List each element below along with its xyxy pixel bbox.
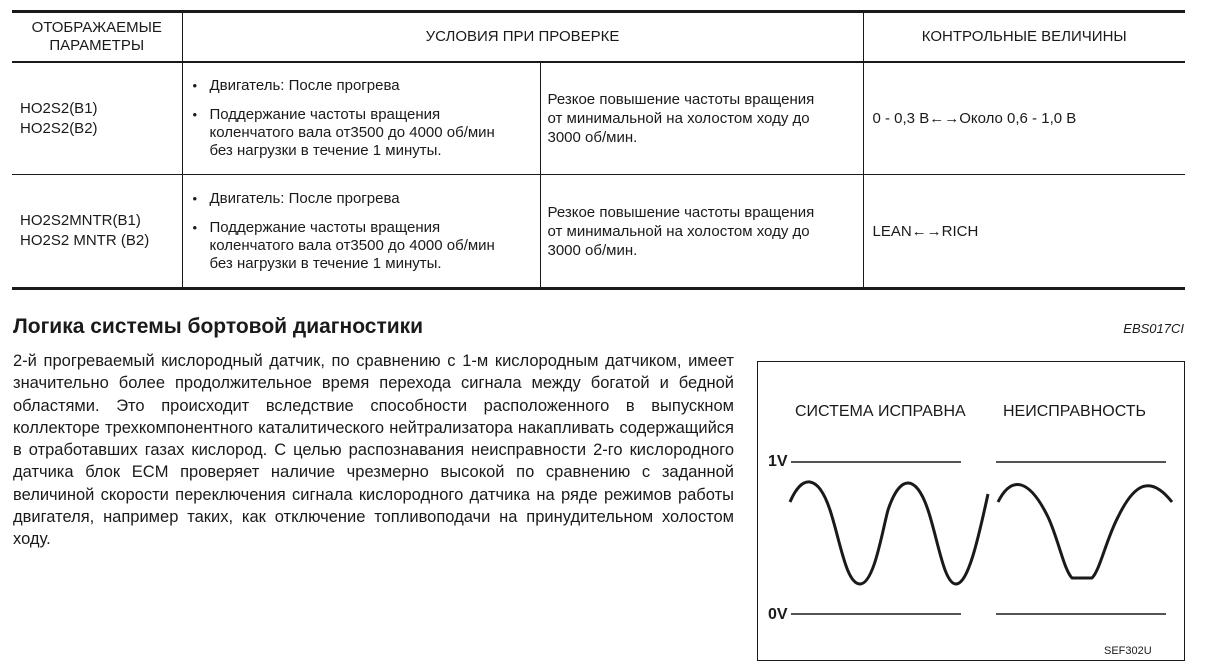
param-cell: HO2S2MNTR(B1) HO2S2 MNTR (B2) bbox=[12, 175, 182, 289]
list-item: • Двигатель: После прогрева bbox=[193, 190, 540, 208]
reference-value-cell: 0 - 0,3 В←→Около 0,6 - 1,0 В bbox=[863, 62, 1185, 175]
figure-code: SEF302U bbox=[1104, 645, 1152, 657]
faulty-signal-wave bbox=[998, 484, 1172, 578]
oxygen-sensor-signal-figure bbox=[757, 361, 1185, 661]
conditions-list bbox=[193, 77, 540, 160]
table-header-row bbox=[12, 12, 1185, 63]
label-system-ok: СИСТЕМА ИСПРАВНА bbox=[795, 403, 966, 420]
label-1v: 1V bbox=[768, 453, 788, 470]
list-item: • Двигатель: После прогрева bbox=[193, 77, 540, 95]
table-row bbox=[12, 175, 1185, 289]
param-cell: HO2S2(B1) HO2S2(B2) bbox=[12, 62, 182, 175]
header-displayed-parameters: ОТОБРАЖАЕМЫЕ ПАРАМЕТРЫ bbox=[12, 12, 182, 63]
label-malfunction: НЕИСПРАВНОСТЬ bbox=[1003, 403, 1147, 420]
signal-diagram bbox=[758, 362, 1186, 662]
section-title: Логика системы бортовой диагностики bbox=[13, 315, 424, 338]
table-row bbox=[12, 62, 1185, 175]
list-item: • Поддержание частоты вращения коленчатого вала от3500 до 4000 об/мин без нагрузки в течение 1 минуты. bbox=[193, 106, 540, 160]
section-body-text: 2-й прогреваемый кислородный датчик, по сравнению с 1-м кислородным датчиком, имеет значительно более продолжительное время перехода сигнала между богатой и бедной областями. Это происходит вследствие способности расположенного в выпускном коллекторе трехкомпонентного каталитического нейтрализатора накапливать содержащийся в отработавших газах кислород. С целью распознавания неисправности 2-го кислородного датчика блок ECM проверяет наличие чрезмерно высокой по сравнению с заданной величиной скорости переключения сигнала кислородного датчика на ряде режимов работы двигателя, например таких, как отключение топливоподачи на принудительном холостом ходу. bbox=[13, 352, 734, 549]
conditions-rpm-cell: Резкое повышение частоты вращения от минимальной на холостом ходу до 3000 об/мин. bbox=[540, 175, 863, 289]
reference-value-cell: LEAN←→RICH bbox=[863, 175, 1185, 289]
normal-signal-wave bbox=[790, 482, 988, 584]
conditions-bullets-cell bbox=[182, 62, 540, 175]
parameters-table bbox=[12, 10, 1185, 290]
conditions-list bbox=[193, 190, 540, 273]
list-item: • Поддержание частоты вращения коленчатого вала от3500 до 4000 об/мин без нагрузки в течение 1 минуты. bbox=[193, 219, 540, 273]
header-test-conditions: УСЛОВИЯ ПРИ ПРОВЕРКЕ bbox=[182, 12, 863, 63]
header-reference-values: КОНТРОЛЬНЫЕ ВЕЛИЧИНЫ bbox=[863, 12, 1185, 63]
conditions-bullets-cell bbox=[182, 175, 540, 289]
section-code: EBS017CI bbox=[1123, 321, 1184, 336]
conditions-rpm-cell: Резкое повышение частоты вращения от минимальной на холостом ходу до 3000 об/мин. bbox=[540, 62, 863, 175]
label-0v: 0V bbox=[768, 606, 788, 623]
